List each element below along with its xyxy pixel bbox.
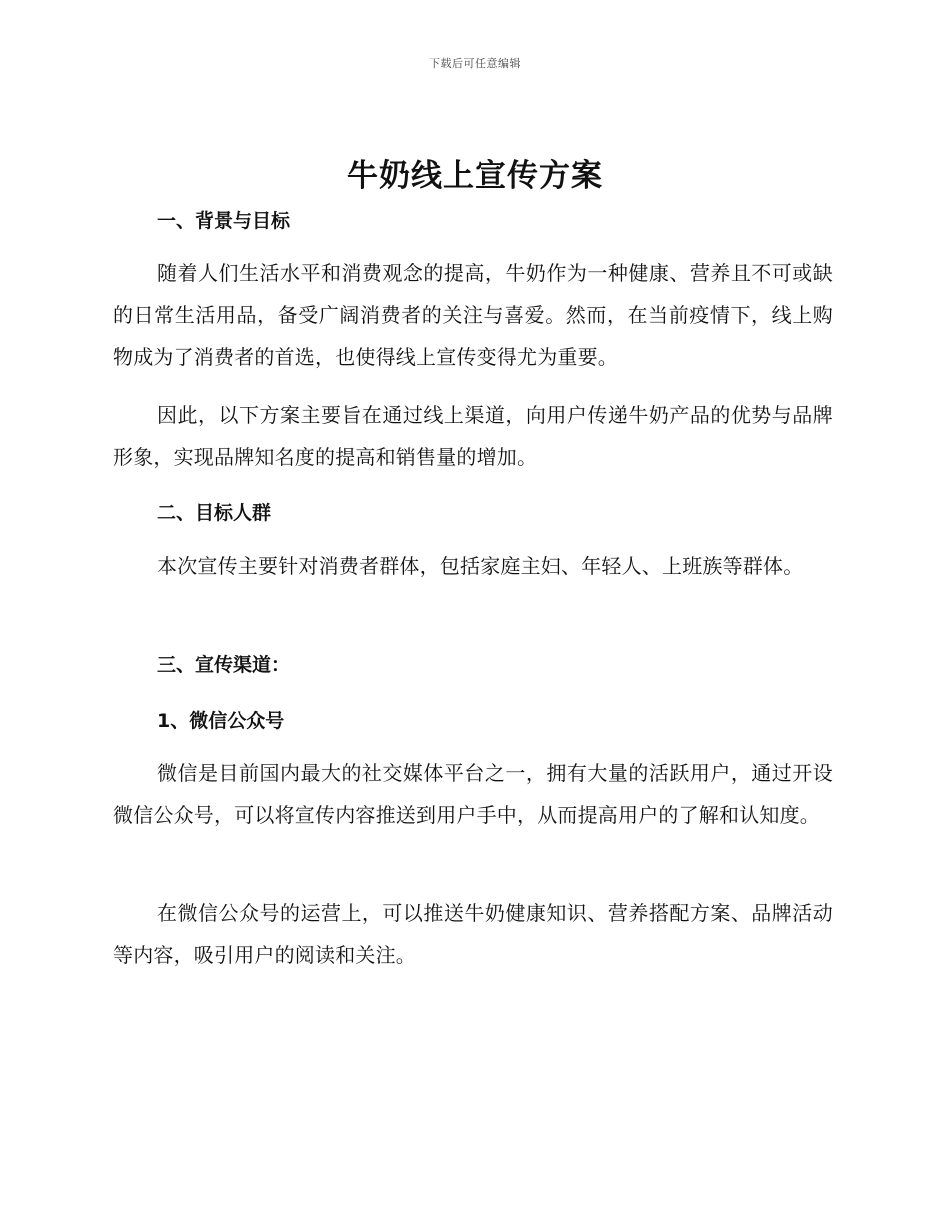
- paragraph-wechat-1: 微信是目前国内最大的社交媒体平台之一，拥有大量的活跃用户，通过开设微信公众号，可以将宣传内容推送到用户手中，从而提高用户的了解和认知度。: [113, 761, 833, 827]
- subsection-heading-wechat: 1、微信公众号: [157, 710, 285, 732]
- paragraph-background-2: 因此，以下方案主要旨在通过线上渠道，向用户传递牛奶产品的优势与品牌形象，实现品牌知名度的提高和销售量的增加。: [113, 403, 833, 469]
- paragraph-background-1: 随着人们生活水平和消费观念的提高，牛奶作为一种健康、营养且不可或缺的日常生活用品，备受广阔消费者的关注与喜爱。然而，在当前疫情下，线上购物成为了消费者的首选，也使得线上宣传变得尤为重要。: [113, 261, 833, 369]
- document-title: 牛奶线上宣传方案: [347, 158, 603, 194]
- paragraph-wechat-2: 在微信公众号的运营上，可以推送牛奶健康知识、营养搭配方案、品牌活动等内容，吸引用户的阅读和关注。: [113, 901, 833, 967]
- header-note: 下载后可任意编辑: [429, 57, 521, 70]
- section-heading-channels: 三、宣传渠道：: [157, 654, 291, 676]
- section-heading-background: 一、背景与目标: [157, 210, 291, 232]
- section-heading-target-audience: 二、目标人群: [157, 502, 272, 524]
- paragraph-target-audience: 本次宣传主要针对消费者群体，包括家庭主妇、年轻人、上班族等群体。: [157, 554, 804, 578]
